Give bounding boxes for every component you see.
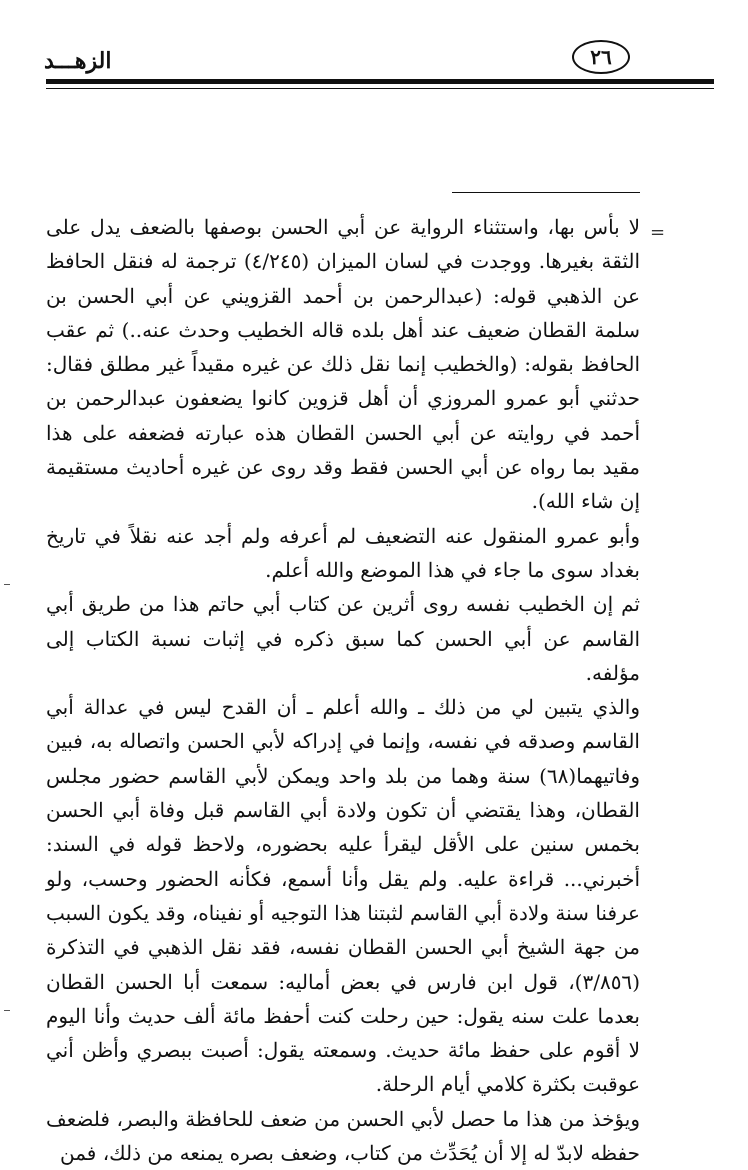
margin-tick: [4, 584, 10, 585]
footnote-paragraph: ويؤخذ من هذا ما حصل لأبي الحسن من ضعف للحافظة والبصر، فلضعف حفظه لابدّ له إلا أن يُحَدِّث من كتاب، وضعف بصره يمنعه من ذلك، فمن: [46, 1106, 640, 1166]
footnote-separator: [452, 192, 640, 193]
footnote-paragraph: وأبو عمرو المنقول عنه التضعيف لم أعرفه ولم أجد عنه نقلاً في تاريخ بغداد سوى ما جاء في هذا الموضع والله أعلم.: [46, 523, 640, 582]
footnote-body: [46, 210, 640, 1170]
page-title: الزهـــد: [44, 48, 112, 74]
footnote-paragraph: لا بأس بها، واستثناء الرواية عن أبي الحسن بوصفها بالضعف يدل على الثقة بغيرها. ووجدت في لسان الميزان (٤/٢٤٥) ترجمة له فنقل الحافظ عن الذهبي قوله: (عبدالرحمن بن أحمد القزويني عن أبي الحسن بن سلمة القطان ضعيف عند أهل بلده قاله الخطيب وحدث عنه..) ثم عقب الحافظ بقوله: (والخطيب إنما نقل ذلك عن غيره مقيداً غير مطلق فقال: حدثني أبو عمرو المروزي أن أهل قزوين كانوا يضعفون عبدالرحمن بن أحمد في روايته عن أبي الحسن القطان هذه عبارته فضعفه على هذا مقيد بما رواه عن أبي الحسن فقط وقد روى عن غيره أحاديث مستقيمة إن شاء الله).: [46, 215, 641, 514]
page-number: ٢٦: [572, 40, 630, 74]
page-header: [0, 0, 748, 100]
footnote-continuation-mark: =: [650, 222, 666, 243]
footnote-paragraph: والذي يتبين لي من ذلك ـ والله أعلم ـ أن القدح ليس في عدالة أبي القاسم وصدقه في نفسه، وإنما في إدراكه لأبي الحسن واتصاله به، فبين وفاتيهما(٦٨) سنة وهما من بلد واحد ويمكن لأبي القاسم حضور مجلس القطان، وهذا يقتضي أن تكون ولادة أبي القاسم قبل وفاة أبي الحسن بخمس سنين على الأقل ليقرأ عليه بحضوره، ولاحظ قوله في السند: أخبرني... قراءة عليه. ولم يقل وأنا أسمع، فكأنه الحضور وحسب، ولو عرفنا سنة ولادة أبي القاسم لثبتنا هذا التوجيه أو نفيناه، وقد يكون السبب من جهة الشيخ أبي الحسن القطان نفسه، فقد نقل الذهبي في التذكرة (٣/٨٥٦)، قول ابن فارس في بعض أماليه: سمعت أبا الحسن القطان بعدما علت سنه يقول: حين رحلت كنت أحفظ مائة ألف حديث وأنا اليوم لا أقوم على حفظ مائة حديث. وسمعته يقول: أصبت ببصري وأظن أني عوقبت بكثرة كلامي أيام الرحلة.: [46, 695, 640, 1097]
header-rule-thick: [46, 79, 714, 84]
margin-tick: [4, 1010, 10, 1011]
footnote-paragraph: ثم إن الخطيب نفسه روى أثرين عن كتاب أبي حاتم هذا من طريق أبي القاسم عن أبي الحسن كما سبق ذكره في إثبات نسبة الكتاب إلى مؤلفه.: [46, 592, 640, 685]
header-rule-thin: [46, 88, 714, 89]
